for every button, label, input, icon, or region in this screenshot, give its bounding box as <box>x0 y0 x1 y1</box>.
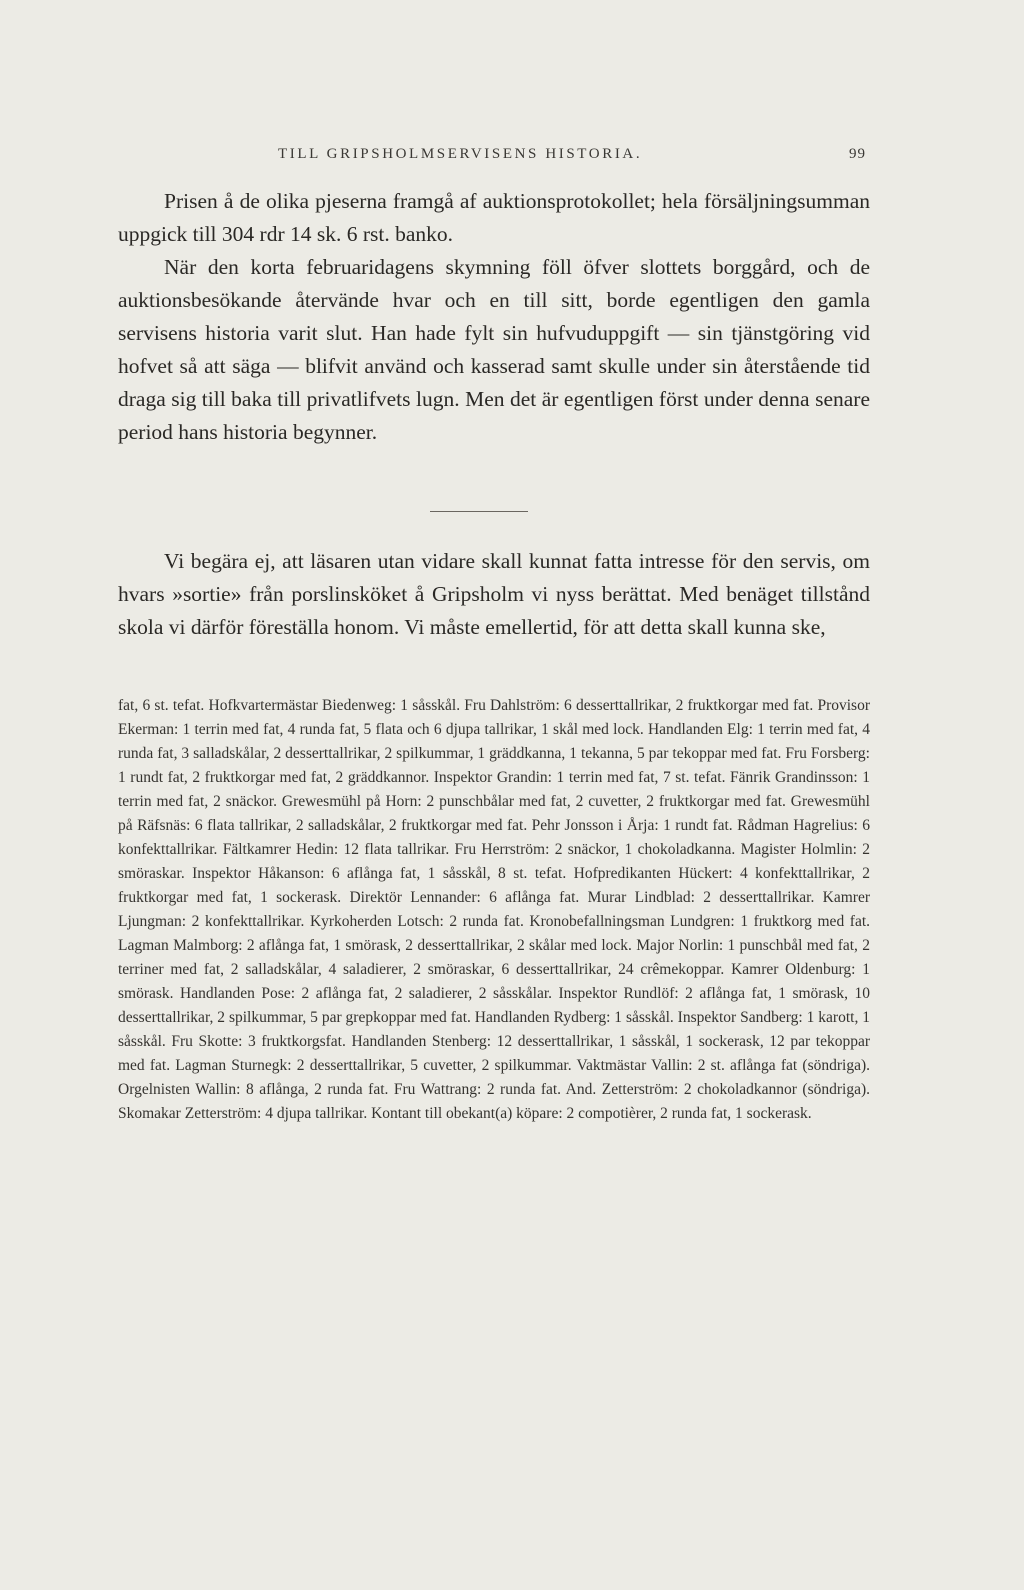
body-paragraph: Prisen å de olika pjeserna framgå af auktionsprotokollet; hela försäljningsumman uppgick till 304 rdr 14 sk. 6 rst. banko. <box>118 189 870 246</box>
page-number: 99 <box>849 146 866 162</box>
main-text-section-1 <box>118 185 870 449</box>
footnote-text: fat, 6 st. tefat. Hofkvartermästar Biedenweg: 1 såsskål. Fru Dahlström: 6 desserttallrikar, 2 fruktkorgar med fat. Provisor Ekerman: 1 terrin med fat, 4 runda fat, 5 flata och 6 djupa tallrikar, 1 skål med lock. Handlanden Elg: 1 terrin med fat, 4 runda fat, 3 salladskålar, 2 desserttallrikar, 2 spilkummar, 1 gräddkanna, 1 tekanna, 5 par tekoppar med fat. Fru Forsberg: 1 rundt fat, 2 fruktkorgar med fat, 2 gräddkannor. Inspektor Grandin: 1 terrin med fat, 7 st. tefat. Fänrik Grandinsson: 1 terrin med fat, 2 snäckor. Grewesmühl på Horn: 2 punschbålar med fat, 2 cuvetter, 2 fruktkorgar med fat. Grewesmühl på Räfsnäs: 6 flata tallrikar, 2 salladskålar, 2 fruktkorgar med fat. Pehr Jonsson i Årja: 1 rundt fat. Rådman Hagrelius: 6 konfekttallrikar. Fältkamrer Hedin: 12 flata tallrikar. Fru Herrström: 2 snäckor, 1 chokoladkanna. Magister Holmlin: 2 smöraskar. Inspektor Håkanson: 6 aflånga fat, 1 såsskål, 8 st. tefat. Hofpredikanten Hückert: 4 konfekttallrikar, 2 fruktkorgar med fat, 1 sockerask. Direktör Lennander: 6 aflånga fat. Murar Lindblad: 2 desserttallrikar. Kamrer Ljungman: 2 konfekttallrikar. Kyrkoherden Lotsch: 2 runda fat. Kronobefallningsman Lundgren: 1 fruktkorg med fat. Lagman Malmborg: 2 aflånga fat, 1 smörask, 2 desserttallrikar, 2 skålar med lock. Major Norlin: 1 punschbål med fat, 2 terriner med fat, 2 salladskålar, 4 saladierer, 2 smöraskar, 6 desserttallrikar, 24 crêmekoppar. Kamrer Oldenburg: 1 smörask. Handlanden Pose: 2 aflånga fat, 2 saladierer, 2 såsskålar. Inspektor Rundlöf: 2 aflånga fat, 1 smörask, 10 desserttallrikar, 2 spilkummar, 5 par grepkoppar med fat. Handlanden Rydberg: 1 såsskål. Inspektor Sandberg: 1 karott, 1 såsskål. Fru Skotte: 3 fruktkorgsfat. Handlanden Stenberg: 12 desserttallrikar, 1 såsskål, 1 sockerask, 12 par tekoppar med fat. Lagman Sturnegk: 2 desserttallrikar, 5 cuvetter, 2 spilkummar. Vaktmästar Vallin: 2 st. aflånga fat (söndriga). Orgelnisten Wallin: 8 aflånga, 2 runda fat. Fru Wattrang: 2 runda fat. And. Zetterström: 2 chokoladkannor (söndriga). Skomakar Zetterström: 4 djupa tallrikar. Kontant till obekant(a) köpare: 2 compotièrer, 2 runda fat, 1 sockerask. <box>118 697 870 1122</box>
running-header <box>118 146 870 170</box>
body-paragraph: När den korta februaridagens skymning föll öfver slottets borggård, och de auktionsbesökande återvände hvar och en till sitt, borde egentligen den gamla servisens historia varit slut. Han hade fylt sin hufvuduppgift — sin tjänstgöring vid hofvet så att säga — blifvit använd och kasserad samt skulle under sin återstående tid draga sig till baka till privatlifvets lugn. Men det är egentligen först under denna senare period hans historia begynner. <box>118 255 870 444</box>
running-title: TILL GRIPSHOLMSERVISENS HISTORIA. <box>278 146 643 162</box>
footnote-block <box>118 694 870 1126</box>
section-divider <box>430 511 528 512</box>
main-text-section-2 <box>118 545 870 644</box>
body-paragraph: Vi begära ej, att läsaren utan vidare skall kunnat fatta intresse för den servis, om hvars »sortie» från porslinsköket å Gripsholm vi nyss berättat. Med benäget tillstånd skola vi därför föreställa honom. Vi måste emellertid, för att detta skall kunna ske, <box>118 549 870 639</box>
